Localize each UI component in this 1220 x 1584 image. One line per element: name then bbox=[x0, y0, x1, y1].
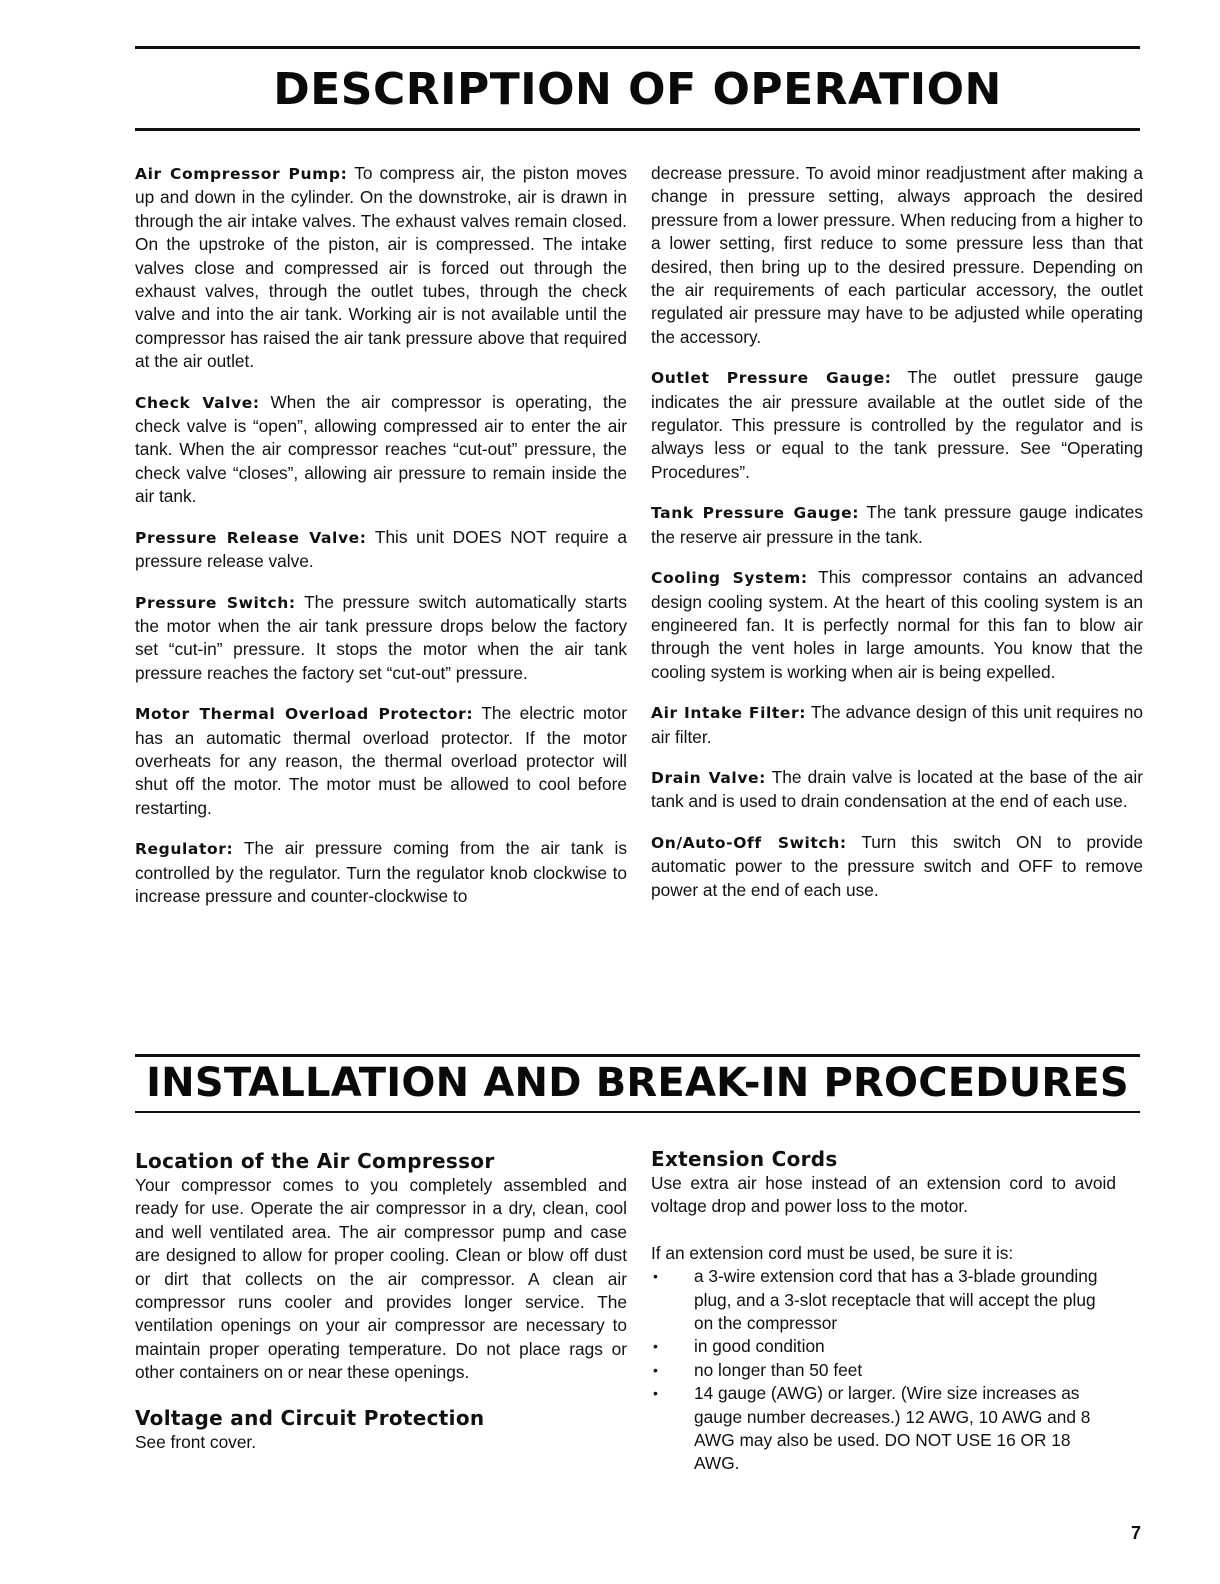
pressure-switch-paragraph bbox=[135, 591, 627, 686]
location-text: Your compressor comes to you completely assembled and ready for use. Operate the air compressor in a dry, clean, cool and well ventilated area. The air compressor pump and case are designed to allow for proper cooling. Clean or blow off dust or dirt that collects on the air compressor. A clean air compressor runs cooler and provides longer service. The ventilation openings on your air compressor are necessary to maintain proper operating temperature. Do not place rags or other containers on or near these openings. bbox=[135, 1175, 627, 1383]
term-label: Motor Thermal Overload Protector: bbox=[135, 705, 474, 724]
top-rule bbox=[135, 46, 1140, 49]
extension-cords-intro: Use extra air hose instead of an extension cord to avoid voltage drop and power loss to the motor. bbox=[651, 1173, 1116, 1217]
term-description: To compress air, the piston moves up and down in the cylinder. On the downstroke, air is drawn in through the air intake valves. The exhaust valves remain closed. On the upstroke of the piston, air is compressed. The intake valves close and compressed air is forced out through the exhaust valves, through the outlet tubes, through the check valve and into the air tank. Working air is not available until the compressor has raised the air tank pressure above that required at the air outlet. bbox=[135, 163, 627, 372]
term-label: Pressure Release Valve: bbox=[135, 528, 367, 547]
term-description: The air pressure coming from the air tank is controlled by the regulator. Turn the regulator knob clockwise to increase pressure and counter-clockwise to bbox=[135, 838, 627, 906]
installation-left-column bbox=[135, 1148, 627, 1454]
term-description: The tank pressure gauge indicates the reserve air pressure in the tank. bbox=[651, 502, 1143, 547]
term-description: When the air compressor is operating, the check valve is “open”, allowing compressed air to enter the air tank. When the air compressor reaches “cut-out” pressure, the check valve “closes”, allowing air pressure to remain inside the air tank. bbox=[135, 391, 627, 507]
regulator-continued-paragraph bbox=[651, 162, 1143, 349]
term-label: Air Intake Filter: bbox=[651, 704, 807, 723]
extension-cords-heading: Extension Cords bbox=[651, 1147, 838, 1171]
list-item: • 14 gauge (AWG) or larger. (Wire size increases as gauge number decreases.) 12 AWG, 10 AWG and 8 AWG may also be used. DO NOT USE 16 OR 18 AWG. bbox=[651, 1382, 1116, 1476]
description-left-column bbox=[135, 162, 627, 925]
section2-top-rule bbox=[135, 1054, 1140, 1057]
air-intake-filter-paragraph bbox=[651, 701, 1143, 749]
term-description: Turn this switch ON to provide automatic power to the pressure switch and OFF to remove power at the end of each use. bbox=[651, 831, 1143, 900]
drain-valve-paragraph bbox=[651, 766, 1143, 814]
term-label: Drain Valve: bbox=[651, 768, 766, 787]
tank-pressure-gauge-paragraph bbox=[651, 501, 1143, 549]
section-title-description-of-operation: DESCRIPTION OF OPERATION bbox=[273, 64, 1002, 115]
term-label: Air Compressor Pump: bbox=[135, 165, 348, 183]
term-description: The outlet pressure gauge indicates the air pressure available at the outlet side of the regulator. This pressure is controlled by the regulator and is always less or equal to the tank pressure. See “Operating Procedures”. bbox=[651, 367, 1143, 482]
term-label: Check Valve: bbox=[135, 393, 260, 412]
term-label: Tank Pressure Gauge: bbox=[651, 504, 860, 523]
air-compressor-pump-paragraph bbox=[135, 162, 627, 374]
list-item: • a 3-wire extension cord that has a 3-blade grounding plug, and a 3-slot receptacle that will accept the plug on the compressor bbox=[651, 1265, 1116, 1335]
on-auto-off-switch-paragraph bbox=[651, 831, 1143, 902]
extension-cord-requirements-list bbox=[651, 1265, 1116, 1476]
term-description: This compressor contains an advanced design cooling system. At the heart of this cooling system is an engineered fan. It is perfectly normal for this fan to blow air through the vent holes in large amounts. You know that the cooling system is working when air is being expelled. bbox=[651, 567, 1143, 682]
list-item: • in good condition bbox=[651, 1335, 1116, 1358]
term-description: The electric motor has an automatic thermal overload protector. If the motor overheats for any reason, the thermal overload protector will shut off the motor. The motor must be allowed to cool before restarting. bbox=[135, 703, 627, 818]
term-description: The drain valve is located at the base of the air tank and is used to drain condensation at the end of each use. bbox=[651, 766, 1143, 812]
term-label: Pressure Switch: bbox=[135, 593, 296, 612]
title-underline-rule bbox=[135, 128, 1140, 131]
term-description: The pressure switch automatically starts the motor when the air tank pressure drops below the factory set “cut-in” pressure. It stops the motor when the air tank pressure reaches the factory set “cut-out” pressure. bbox=[135, 591, 627, 683]
page-number: 7 bbox=[1131, 1523, 1142, 1543]
location-heading: Location of the Air Compressor bbox=[135, 1149, 495, 1173]
term-label: Outlet Pressure Gauge: bbox=[651, 369, 892, 388]
installation-right-column bbox=[651, 1146, 1116, 1476]
list-item: • no longer than 50 feet bbox=[651, 1359, 1116, 1382]
extension-cords-lead: If an extension cord must be used, be sure it is: bbox=[651, 1242, 1014, 1263]
voltage-text: See front cover. bbox=[135, 1431, 257, 1452]
check-valve-paragraph bbox=[135, 391, 627, 509]
term-description: The advance design of this unit requires no air filter. bbox=[651, 702, 1143, 747]
pressure-release-valve-paragraph bbox=[135, 526, 627, 574]
voltage-heading: Voltage and Circuit Protection bbox=[135, 1405, 485, 1430]
cooling-system-paragraph bbox=[651, 566, 1143, 684]
term-label: Regulator: bbox=[135, 840, 234, 859]
regulator-paragraph bbox=[135, 837, 627, 908]
outlet-pressure-gauge-paragraph bbox=[651, 366, 1143, 484]
section-title-installation: INSTALLATION AND BREAK-IN PROCEDURES bbox=[146, 1060, 1129, 1106]
term-label: On/Auto-Off Switch: bbox=[651, 833, 847, 852]
term-label: Cooling System: bbox=[651, 569, 808, 588]
term-description: decrease pressure. To avoid minor readjustment after making a change in pressure setting, always approach the desired pressure from a lower pressure. When reducing from a higher to a lower setting, first reduce to some pressure less than that desired, then bring up to the desired pressure. Depending on the air requirements of each particular accessory, the outlet regulated air pressure may have to be adjusted while operating the accessory. bbox=[651, 163, 1143, 347]
section2-title-underline-rule bbox=[135, 1111, 1140, 1113]
description-right-column bbox=[651, 162, 1143, 919]
term-description: This unit DOES NOT require a pressure release valve. bbox=[135, 526, 627, 572]
motor-thermal-overload-paragraph bbox=[135, 702, 627, 820]
